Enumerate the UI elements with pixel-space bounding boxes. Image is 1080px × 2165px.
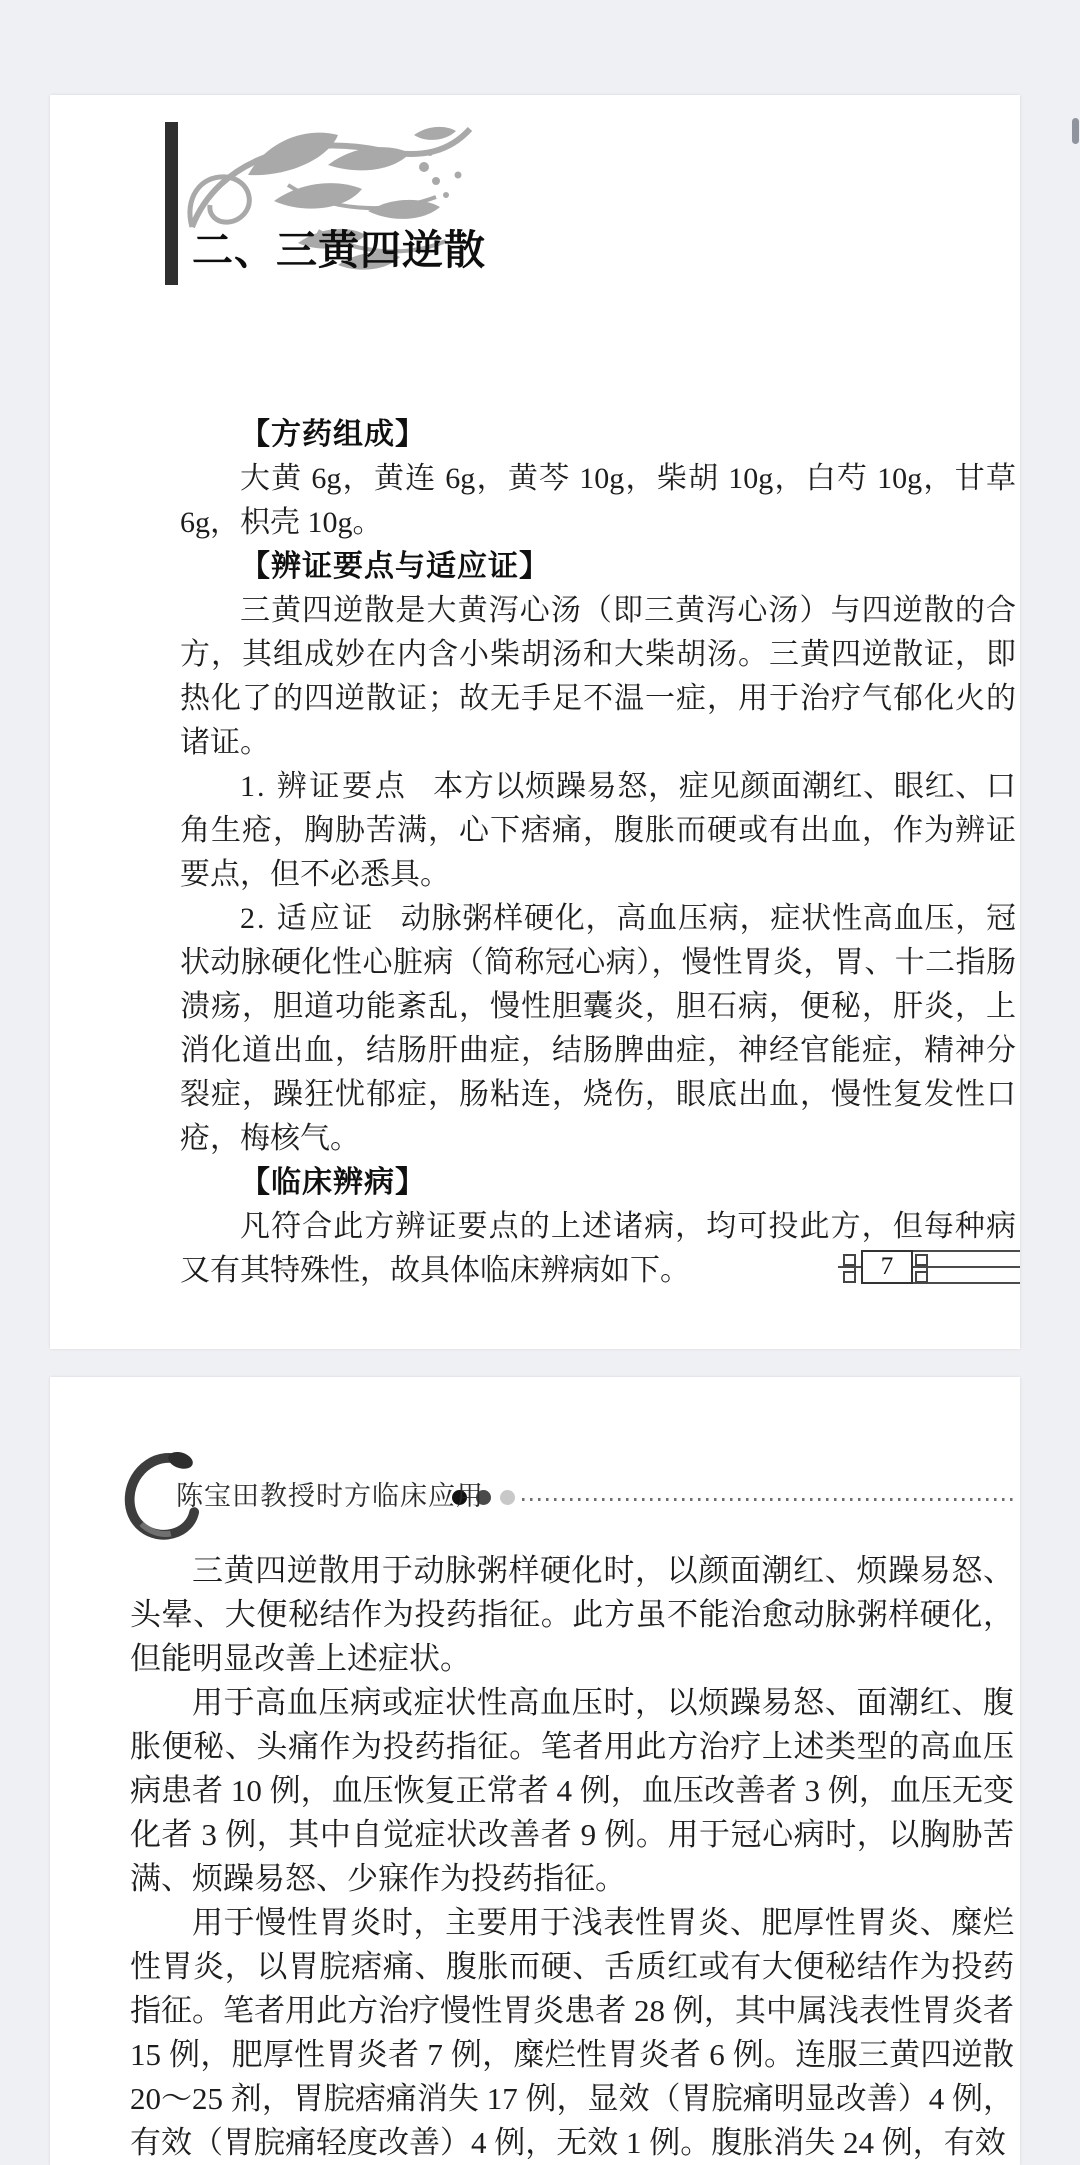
ornament-square [915,1271,928,1283]
numbered-paragraph [180,765,1016,897]
body-paragraph: 大黄 6g，黄连 6g，黄芩 10g，柴胡 10g，白芍 10g，甘草 6g，枳壳 10g。 [180,462,1016,539]
page-body [180,413,1016,1293]
list-item-lead: 1. 辨证要点 [240,770,408,803]
section-heading: 【临床辨病】 [240,1166,426,1199]
list-item-text: 动脉粥样硬化，高血压病，症状性高血压，冠状动脉硬化性心脏病（简称冠心病），慢性胃炎，胃、十二指肠溃疡，胆道功能紊乱，慢性胆囊炎，胆石病，便秘，肝炎，上消化道出血，结肠肝曲症，结肠脾曲症，神经官能症，精神分裂症，躁狂忧郁症，肠粘连，烧伤，眼底出血，慢性复发性口疮，梅核气。 [180,902,1017,1155]
body-paragraph: 三黄四逆散用于动脉粥样硬化时，以颜面潮红、烦躁易怒、头晕、大便秘结作为投药指征。此方虽不能治愈动脉粥样硬化，但能明显改善上述症状。 [130,1553,1014,1676]
running-header-title: 陈宝田教授时方临床应用 [176,1481,484,1511]
list-item-text: 本方以烦躁易怒，症见颜面潮红、眼红、口角生疮，胸胁苦满，心下痞痛，腹胀而硬或有出血，作为辨证要点，但不必悉具。 [180,770,1017,891]
page-body [130,1549,1014,2165]
ornament-square [843,1271,856,1283]
numbered-paragraph [180,897,1016,1161]
list-item-lead: 2. 适应证 [240,902,376,935]
page-number: 7 [861,1250,913,1284]
chapter-title-bar [165,122,178,285]
page-number-ornament [838,1250,1020,1286]
body-paragraph: 用于高血压病或症状性高血压时，以烦躁易怒、面潮红、腹胀便秘、头痛作为投药指征。笔者用此方治疗上述类型的高血压病患者 10 例，血压恢复正常者 4 例，血压改善者 3 例，血压无变化者 3 例，其中自觉症状改善者 9 例。用于冠心病时，以胸胁苦满、烦躁易怒、少寐作为投药指征。 [130,1685,1014,1896]
ornament-square [915,1254,928,1266]
body-paragraph: 三黄四逆散是大黄泻心汤（即三黄泻心汤）与四逆散的合方，其组成妙在内含小柴胡汤和大柴胡汤。三黄四逆散证，即热化了的四逆散证；故无手足不温一症，用于治疗气郁化火的诸证。 [180,594,1016,759]
chapter-title: 二、三黄四逆散 [192,227,486,273]
body-paragraph: 凡符合此方辨证要点的上述诸病，均可投此方，但每种病又有其特殊性，故具体临床辨病如下。 [180,1210,1016,1287]
dotted-leader [522,1498,1015,1501]
book-page-7 [50,95,1020,1349]
ornament-square [843,1254,856,1266]
book-page-next [50,1377,1020,2165]
header-dot [500,1490,515,1505]
section-heading: 【辨证要点与适应证】 [240,550,550,583]
section-heading: 【方药组成】 [240,418,426,451]
scrollbar-thumb[interactable] [1072,118,1079,144]
body-paragraph: 用于慢性胃炎时，主要用于浅表性胃炎、肥厚性胃炎、糜烂性胃炎，以胃脘痞痛、腹胀而硬、舌质红或有大便秘结作为投药指征。笔者用此方治疗慢性胃炎患者 28 例，其中属浅表性胃炎者 15 例，肥厚性胃炎者 7 例，糜烂性胃炎者 6 例。连服三黄四逆散 20～25 剂，胃脘痞痛消失 17 例，显效（胃脘痛明显改善）4 例，有效（胃脘痛轻度改善）4 例，无效 1 例。腹胀消失 24 例，有效 [130,1905,1014,2160]
